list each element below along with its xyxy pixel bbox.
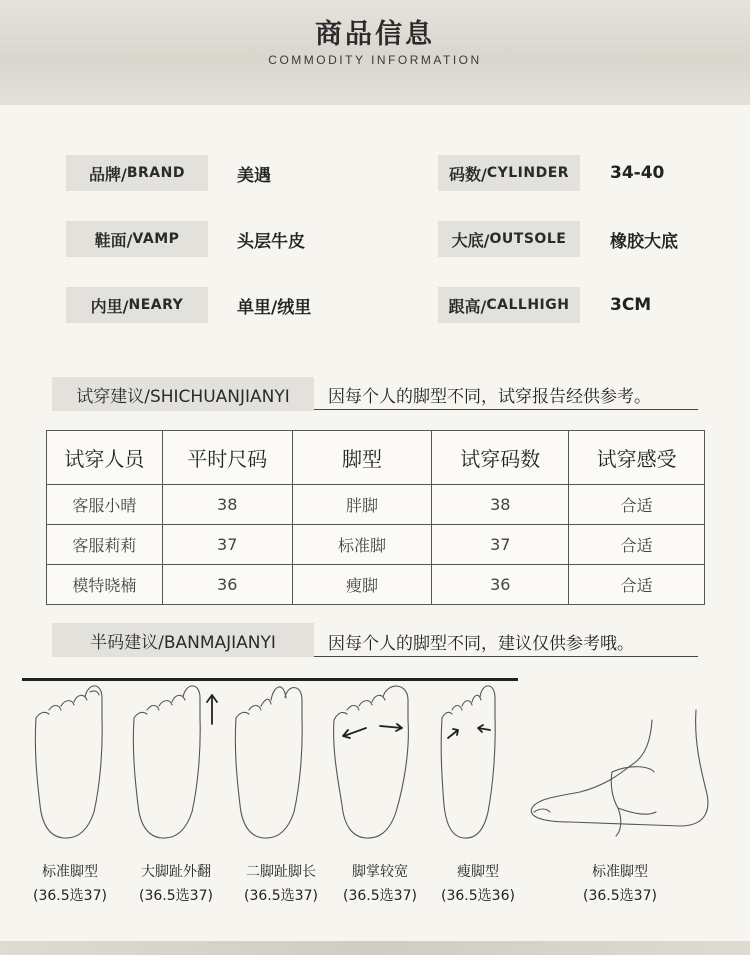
fit-section-note: 因每个人的脚型不同，试穿报告经供参考。 [314,380,698,410]
fit-table-header [47,431,705,485]
foot-type-name: 标准脚型 [42,864,98,880]
footer-band [0,941,750,955]
outsole-label-en: OUTSOLE [489,231,567,247]
heel-label-cn: 跟高/ [448,296,487,316]
vamp-label-en: VAMP [132,231,180,247]
header-tester: 试穿人员 [47,431,163,485]
table-cell: 36 [432,565,569,605]
foot-type-advice: (36.5选37) [343,888,417,904]
foot-type-advice: (36.5选36) [441,888,515,904]
table-cell: 模特晓楠 [47,565,163,605]
page-subtitle: COMMODITY INFORMATION [268,53,482,67]
foot-type-name: 二脚趾脚长 [246,864,316,880]
foot-side-view-icon [531,710,708,836]
size-range-label-en: CYLINDER [486,165,570,181]
foot-type-advice: (36.5选37) [33,888,107,904]
foot-wide-icon [334,686,409,838]
lining-label-en: NEARY [128,297,184,313]
table-cell: 38 [432,485,569,525]
table-row [47,525,705,565]
brand-label-en: BRAND [126,165,185,181]
heel-label-en: CALLHIGH [486,297,570,313]
heel-label [438,287,580,323]
table-cell: 38 [162,485,292,525]
fit-table [46,430,705,605]
foot-long-second-toe-icon [235,687,302,838]
page-title: 商品信息 [315,19,435,50]
size-section-note: 因每个人的脚型不同，建议仅供参考哦。 [314,627,698,657]
heel-value: 3CM [610,295,652,315]
foot-type-name: 瘦脚型 [457,864,499,880]
outsole-label [438,221,580,257]
table-cell: 37 [162,525,292,565]
table-cell: 瘦脚 [292,565,432,605]
outsole-value: 橡胶大底 [610,231,678,252]
foot-type-advice: (36.5选37) [244,888,318,904]
foot-type-name: 脚掌较宽 [352,864,408,880]
fit-section-label: 试穿建议/SHICHUANJIANYI [52,377,314,411]
brand-value: 美遇 [237,165,271,186]
size-range-value: 34-40 [610,163,665,183]
size-range-label-cn: 码数/ [448,164,487,184]
table-row [47,485,705,525]
outsole-label-cn: 大底/ [451,230,490,250]
header-usual-size: 平时尺码 [162,431,292,485]
table-cell: 合适 [569,485,705,525]
header-feeling: 试穿感受 [569,431,705,485]
table-cell: 标准脚 [292,525,432,565]
table-cell: 合适 [569,565,705,605]
table-cell: 36 [162,565,292,605]
table-cell: 客服莉莉 [47,525,163,565]
brand-label-cn: 品牌/ [89,164,127,184]
foot-type-name: 大脚趾外翻 [141,864,211,880]
header-banner [0,0,750,105]
foot-narrow-icon [441,686,495,838]
lining-value: 单里/绒里 [237,297,312,318]
foot-bunion-icon [133,686,217,838]
foot-standard-icon [35,686,102,838]
vamp-value: 头层牛皮 [237,231,305,252]
foot-type-name: 标准脚型 [592,864,648,880]
table-cell: 客服小晴 [47,485,163,525]
header-foot-type: 脚型 [292,431,432,485]
lining-label [66,287,208,323]
brand-label [66,155,208,191]
vamp-label-cn: 鞋面/ [94,230,133,250]
vamp-label [66,221,208,257]
lining-label-cn: 内里/ [90,296,129,316]
table-cell: 胖脚 [292,485,432,525]
foot-type-advice: (36.5选37) [583,888,657,904]
table-row [47,565,705,605]
table-cell: 合适 [569,525,705,565]
table-cell: 37 [432,525,569,565]
foot-illustrations [0,680,750,850]
foot-type-advice: (36.5选37) [139,888,213,904]
size-section-label: 半码建议/BANMAJIANYI [52,623,314,657]
header-trial-size: 试穿码数 [432,431,569,485]
size-range-label [438,155,580,191]
